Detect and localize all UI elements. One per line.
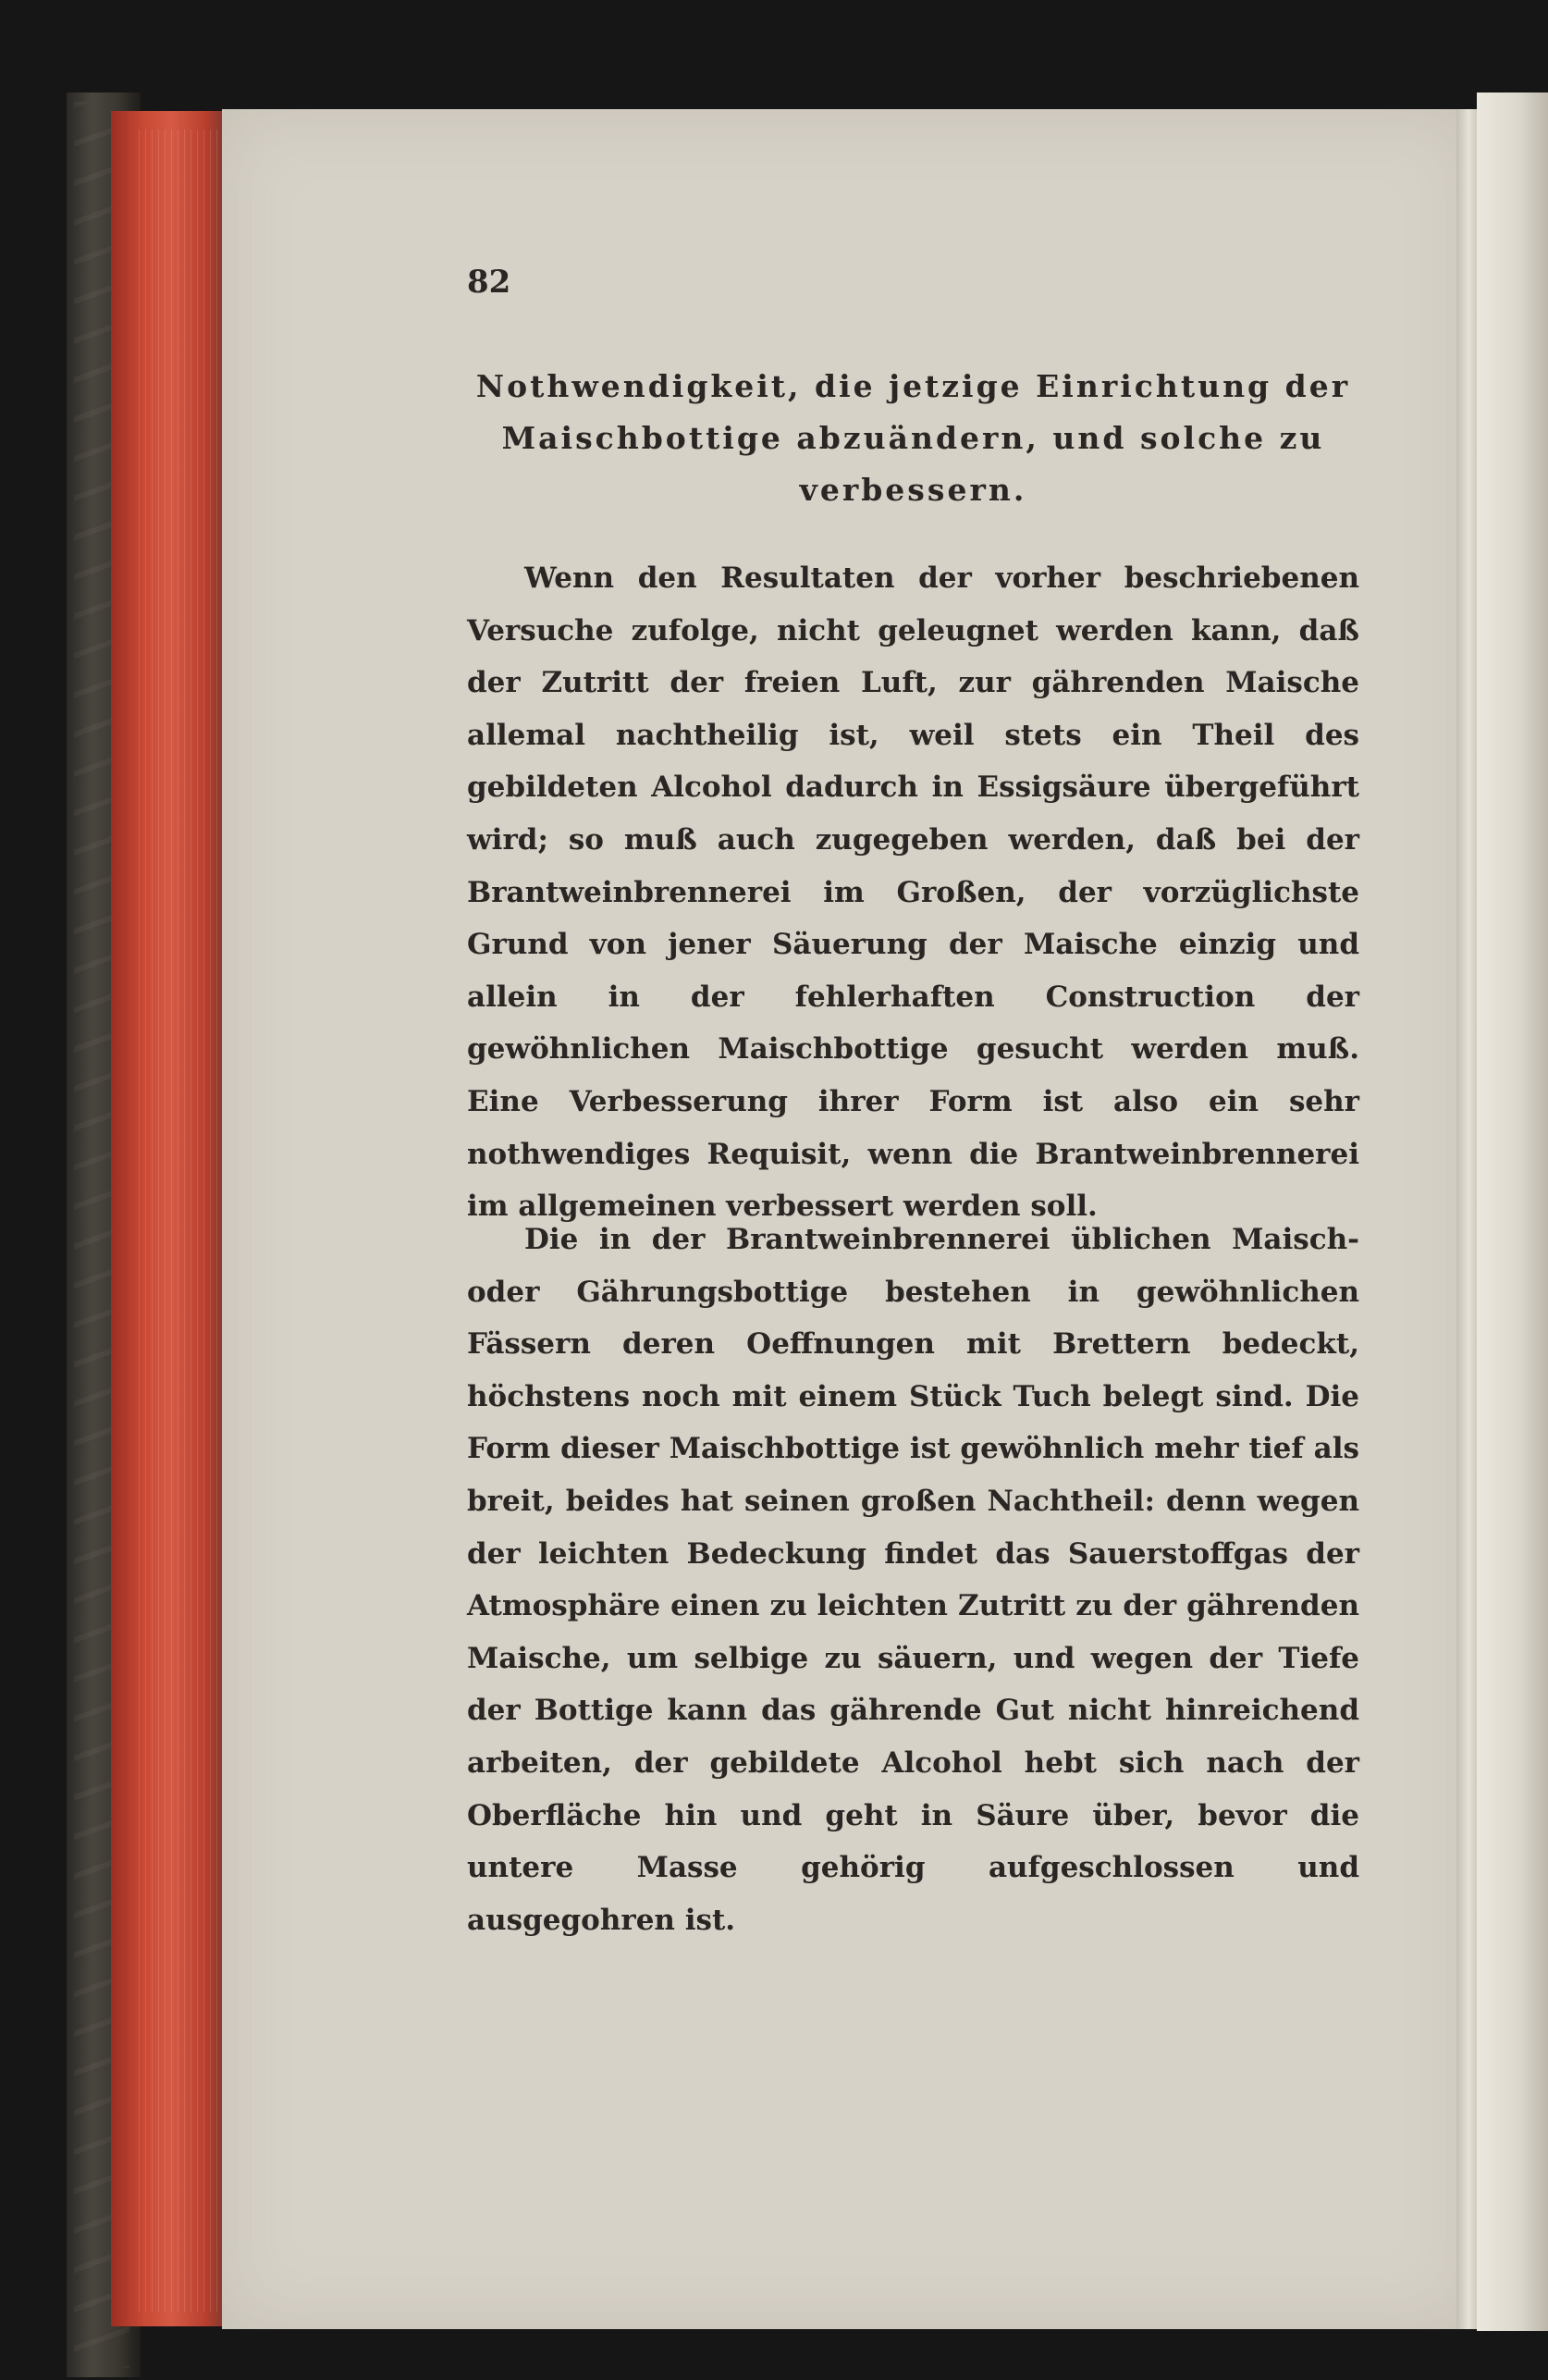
page-text-block xyxy=(467,264,1369,1937)
page-number: 82 xyxy=(467,264,511,301)
facing-page-edge xyxy=(1477,92,1548,2331)
paragraph-1: Wenn den Resultaten der vorher beschriebenen Versuche zufolge, nicht geleugnet werden kann, daß der Zutritt der freien Luft, zur gährenden Maische allemal nachtheilig ist, weil stets ein Theil des gebildeten Alcohol dadurch in Essigsäure übergeführt wird; so muß auch zugegeben werden, daß bei der Brantweinbrennerei im Großen, der vorzüglichste Grund von jener Säuerung der Maische einzig und allein in der fehlerhaften Construction der gewöhnlichen Maischbottige gesucht werden muß. Eine Verbesserung ihrer Form ist also ein sehr nothwendiges Requisit, wenn die Brantweinbrennerei im allgemeinen verbessert werden soll. xyxy=(467,561,1359,1224)
page-edge-lines xyxy=(139,129,222,2312)
paragraph-2: Die in der Brantweinbrennerei üblichen Maisch- oder Gährungsbottige bestehen in gewöhnlichen Fässern deren Oeffnungen mit Brettern bedeckt, höchstens noch mit einem Stück Tuch belegt sind. Die Form dieser Maischbottige ist gewöhnlich mehr tief als breit, beides hat seinen großen Nachtheil: denn wegen der leichten Bedeckung findet das Sauerstoffgas der Atmosphäre einen zu leichten Zutritt zu der gährenden Maische, um selbige zu säuern, und wegen der Tiefe der Bottige kann das gährende Gut nicht hinreichend arbeiten, der gebildete Alcohol hebt sich nach der Oberfläche hin und geht in Säure über, bevor die untere Masse gehörig aufgeschlossen und ausgegohren ist. xyxy=(467,1223,1359,1937)
section-heading: Nothwendigkeit, die jetzige Einrichtung der Maischbottige abzuändern, und solche zu verbessern. xyxy=(475,368,1351,508)
page-gutter xyxy=(1456,109,1477,2329)
